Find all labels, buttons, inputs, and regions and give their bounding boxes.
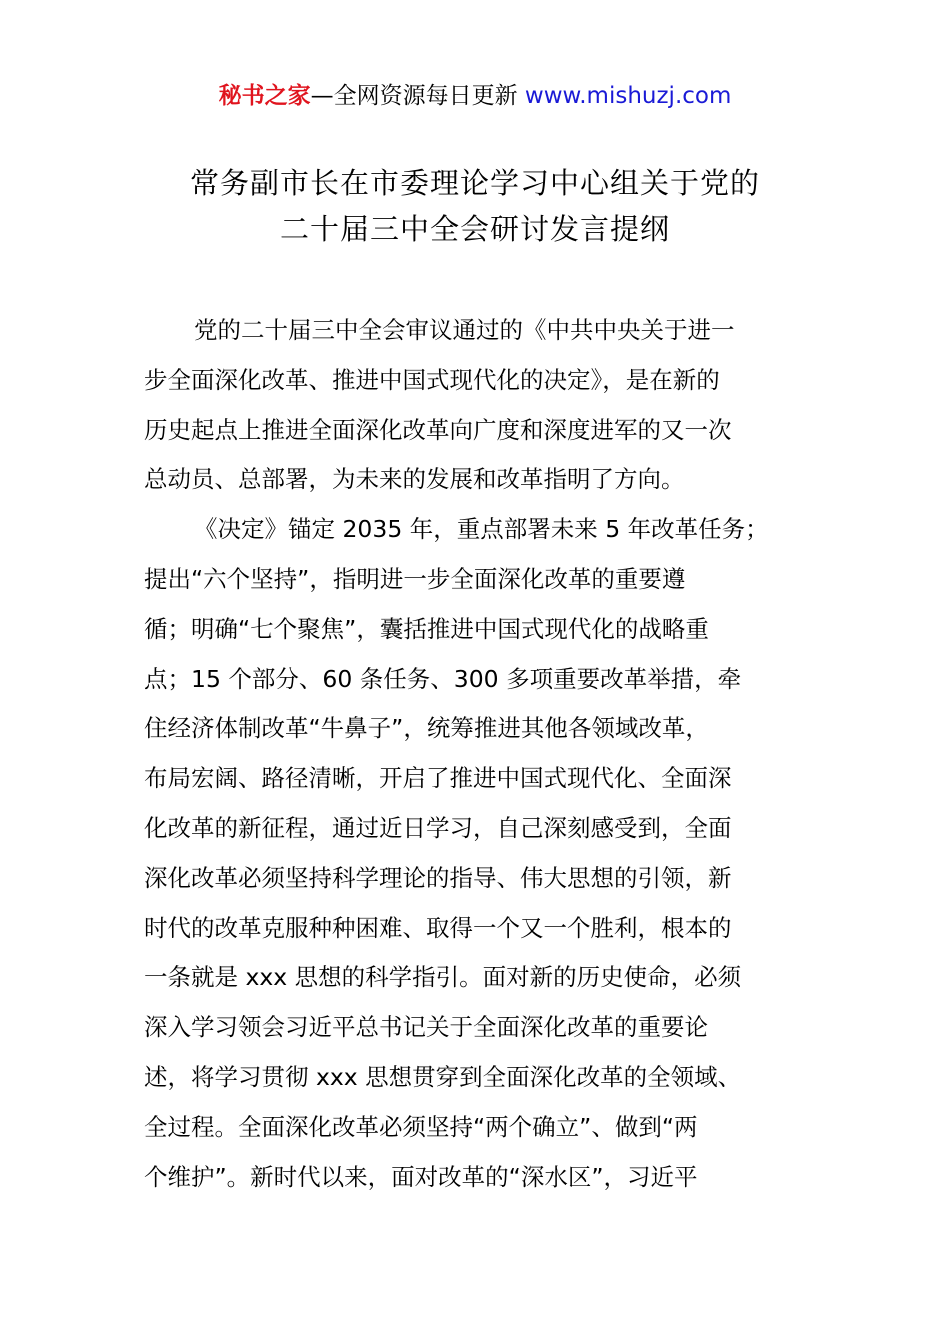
body-line: 党的二十届三中全会审议通过的《中共中央关于进一 (194, 316, 735, 344)
body-line: 时代的改革克服种种困难、取得一个又一个胜利，根本的 (144, 913, 732, 942)
document-body (144, 306, 804, 1202)
body-line: 个维护”。新时代以来，面对改革的“深水区”，习近平 (144, 1162, 698, 1191)
body-line: 历史起点上推进全面深化改革向广度和深度进军的又一次 (144, 415, 732, 444)
body-line: 述，将学习贯彻 xxx 思想贯穿到全面深化改革的全领域、 (144, 1062, 742, 1091)
body-line: 布局宏阔、路径清晰，开启了推进中国式现代化、全面深 (144, 764, 732, 793)
body-line: 深入学习领会习近平总书记关于全面深化改革的重要论 (144, 1013, 708, 1042)
site-url-link[interactable]: www.mishuzj.com (524, 83, 732, 109)
body-line: 步全面深化改革、推进中国式现代化的决定》，是在新的 (144, 365, 720, 394)
body-line: 一条就是 xxx 思想的科学指引。面对新的历史使命，必须 (144, 963, 742, 992)
site-header (0, 80, 950, 112)
body-line: 提出“六个坚持”，指明进一步全面深化改革的重要遵 (144, 564, 686, 593)
document-title (0, 160, 950, 252)
body-line: 总动员、总部署，为未来的发展和改革指明了方向。 (144, 465, 685, 494)
body-line: 化改革的新征程，通过近日学习，自己深刻感受到，全面 (144, 813, 732, 842)
body-line: 住经济体制改革“牛鼻子”，统筹推进其他各领域改革， (144, 714, 709, 743)
body-line: 点；15 个部分、60 条任务、300 多项重要改革举措，牵 (144, 664, 742, 693)
brand-name: 秘书之家 (218, 83, 311, 109)
body-line: 循；明确“七个聚焦”，囊括推进中国式现代化的战略重 (144, 614, 709, 643)
title-line-1: 常务副市长在市委理论学习中心组关于党的 (189, 166, 760, 200)
title-line-2: 二十届三中全会研讨发言提纲 (279, 212, 670, 246)
body-line: 全过程。全面深化改革必须坚持“两个确立”、做到“两 (144, 1112, 698, 1141)
body-line: 深化改革必须坚持科学理论的指导、伟大思想的引领，新 (144, 863, 732, 892)
site-tagline: —全网资源每日更新 (310, 83, 525, 109)
body-line: 《决定》锚定 2035 年，重点部署未来 5 年改革任务； (194, 515, 769, 544)
